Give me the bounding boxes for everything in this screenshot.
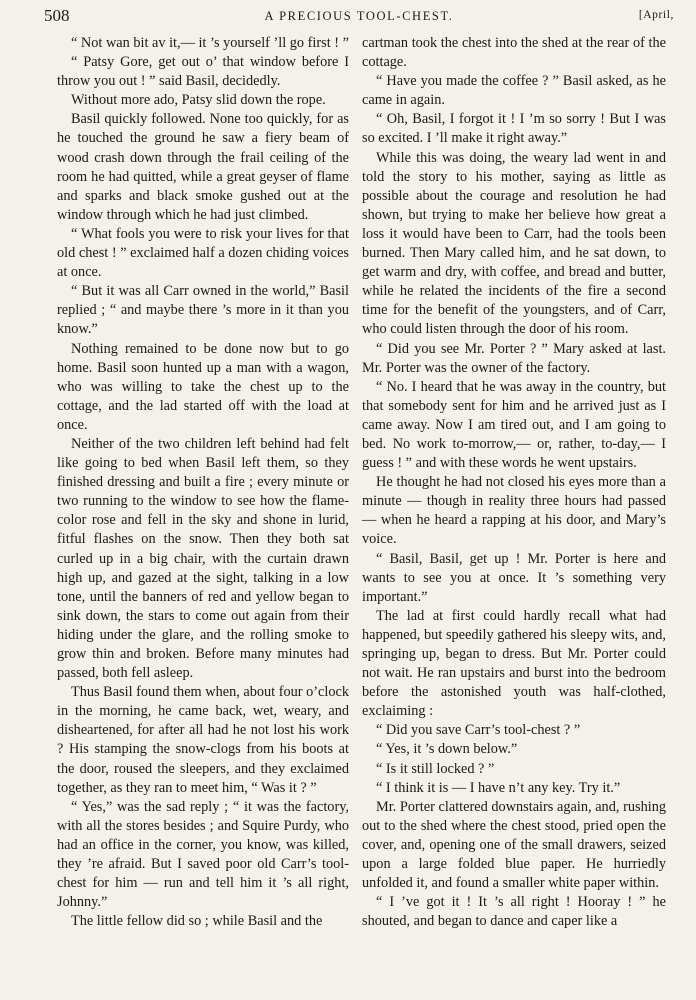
paragraph: “ Not wan bit av it,— it ’s yourself ’ll go first ! ” <box>71 35 349 51</box>
paragraph: The lad at first could hardly recall what had happened, but speedily gathered his sleepy wits, and, springing up, began to dress. But Mr. Porter could not wait. He ran upstairs and burst into the bedroom before the astonished youth was half-clothed, exclaiming : <box>362 607 666 720</box>
running-title: A PRECIOUS TOOL-CHEST. <box>264 9 454 23</box>
paragraph: “ Oh, Basil, I forgot it ! I ’m so sorry ! But I was so excited. I ’ll make it right away.” <box>362 111 666 147</box>
paragraph: He thought he had not closed his eyes more than a minute — though in reality three hours had passed — when he heard a rapping at his door, and Mary’s voice. <box>362 474 666 548</box>
paragraph-continued: cartman took the chest into the shed at the rear of the cottage. <box>362 35 666 71</box>
paragraph: Thus Basil found them when, about four o’clock in the morning, he came back, wet, weary, and disheartened, for after all had he not lost his work ? His stamping the snow-clogs from his boots at the door, roused the sleepers, and they exclaimed together, as they ran to meet him, “ Was it ? ” <box>57 684 349 796</box>
page-number: 508 <box>44 6 70 25</box>
paragraph: “ Basil, Basil, get up ! Mr. Porter is here and wants to see you at once. It ’s something very important.” <box>362 550 666 605</box>
paragraph: “ Yes,” was the sad reply ; “ it was the factory, with all the stores besides ; and Squire Purdy, who had an office in the corner, you know, was killed, they ’re afraid. But I saved poor old Carr’s tool-chest for him — run and tell him it ’s all right, Johnny.” <box>57 798 349 911</box>
paragraph: “ Did you see Mr. Porter ? ” Mary asked at last. Mr. Porter was the owner of the factory. <box>362 340 666 376</box>
paragraph: “ I ’ve got it ! It ’s all right ! Hooray ! ” he shouted, and began to dance and caper like a <box>362 894 666 930</box>
running-header <box>44 6 674 30</box>
paragraph: “ I think it is — I have n’t any key. Try it.” <box>376 779 621 796</box>
right-column <box>362 34 666 931</box>
paragraph: “ Have you made the coffee ? ” Basil asked, as he came in again. <box>362 73 666 109</box>
paragraph: “ Yes, it ’s down below.” <box>376 741 518 758</box>
paragraph: “ Patsy Gore, get out o’ that window before I throw you out ! ” said Basil, decidedly. <box>57 54 349 90</box>
paragraph: “ What fools you were to risk your lives for that old chest ! ” exclaimed half a dozen chiding voices at once. <box>57 225 349 281</box>
paragraph: The little fellow did so ; while Basil and the <box>71 913 323 930</box>
paragraph: While this was doing, the weary lad went in and told the story to his mother, saying as little as possible about the courage and resolution he had shown, but trying to make her believe how great a loss it would have been to Carr, had the tools been burned. Then Mary called him, and he sat down, to get warm and dry, with coffee, and bread and butter, while he related the incidents of the fire a second time for the benefit of the youngsters, and of Carr, who could listen through the door of his room. <box>362 149 666 338</box>
paragraph: “ But it was all Carr owned in the world,” Basil replied ; “ and maybe there ’s more in it than you know.” <box>57 283 349 338</box>
paragraph: Nothing remained to be done now but to go home. Basil soon hunted up a man with a wagon, who was willing to take the chest up to the cottage, and the lad started off with the load at once. <box>57 340 349 433</box>
paragraph: Basil quickly followed. None too quickly, for as he touched the ground he saw a fiery beam of wood crash down through the frail ceiling of the room he had quitted, while a great geyser of flame and sparks and black smoke gushed out at the window through which he had just climbed. <box>57 111 349 223</box>
paragraph: Neither of the two children left behind had felt like going to bed when Basil left them, so they finished dressing and built a fire ; every minute or two running to the window to see how the flame-color rose and fell in the sky and shone in lurid, fitful flashes on the snow. Then they both sat curled up in a big chair, with the curtain drawn high up, and gazed at the sight, talking in a low tone, until the banners of red and yellow began to sink down, the stars to come out again from their hiding under the glare, and the rolling smoke to grow thin and broken. Before many minutes had passed, both fell asleep. <box>57 435 349 682</box>
issue-month: [April, <box>638 9 674 21</box>
left-column <box>57 34 349 931</box>
paragraph: Mr. Porter clattered downstairs again, and, rushing out to the shed where the chest stood, pried open the cover, and, opening one of the small drawers, seized upon a large folded blue paper. He hurriedly unfolded it, and found a smaller white paper within. <box>362 798 666 892</box>
paragraph: “ Is it still locked ? ” <box>376 760 495 777</box>
paragraph: “ No. I heard that he was away in the country, but that somebody sent for him and he arrived just as I came away. Now I am tired out, and I am going to bed. No work to-morrow,— or, rather, to-day,— I guess ! ” and with these words he went upstairs. <box>362 378 666 472</box>
paragraph: “ Did you save Carr’s tool-chest ? ” <box>376 722 581 739</box>
paragraph: Without more ado, Patsy slid down the rope. <box>71 92 326 109</box>
